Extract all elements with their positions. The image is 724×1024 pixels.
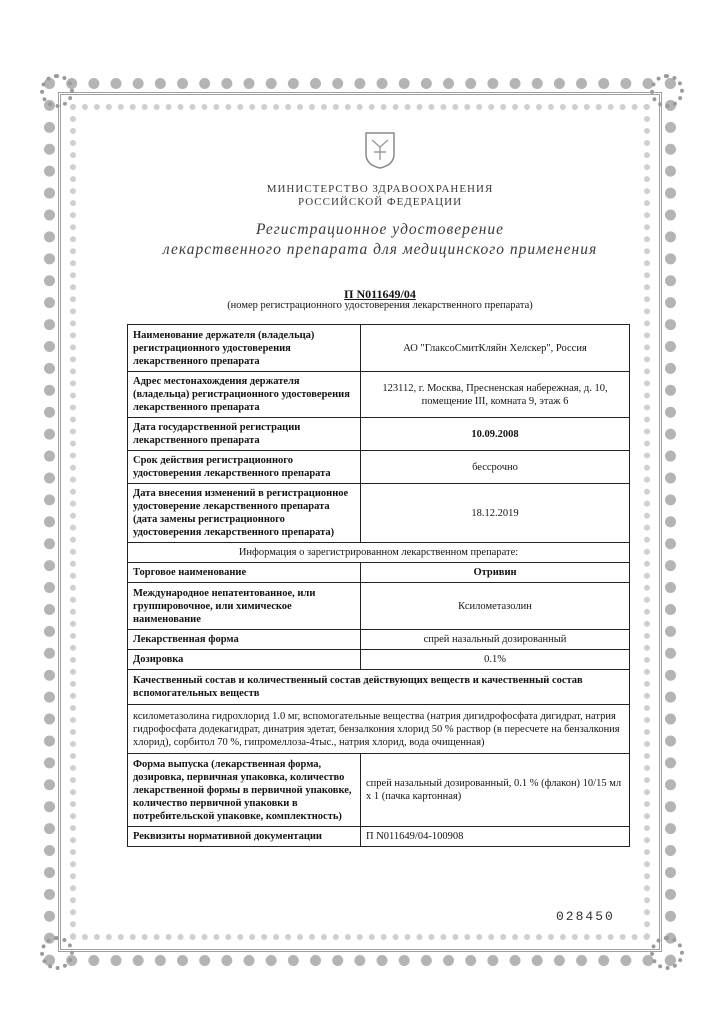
- info-header: Информация о зарегистрированном лекарственном препарате:: [128, 543, 630, 563]
- table-row: [128, 484, 630, 543]
- holder-name-value: АО "ГлаксоСмитКляйн Хелскер", Россия: [361, 325, 630, 372]
- registration-number-caption: (номер регистрационного удостоверения лекарственного препарата): [227, 300, 533, 311]
- release-form-value: спрей назальный дозированный, 0.1 % (флакон) 10/15 мл x 1 (пачка картонная): [361, 754, 630, 827]
- ministry-line-2: РОССИЙСКОЙ ФЕДЕРАЦИИ: [297, 196, 463, 208]
- serial-number: 028450: [556, 909, 615, 924]
- table-row: [128, 543, 630, 563]
- corner-ornament: [650, 74, 684, 108]
- table-row: [128, 563, 630, 583]
- table-row: [128, 705, 630, 754]
- holder-address-value: 123112, г. Москва, Пресненская набережная, д. 10, помещение III, комната 9, этаж 6: [361, 372, 630, 418]
- normative-doc-value: П N011649/04-100908: [361, 827, 630, 847]
- trade-name-label: Торговое наименование: [128, 563, 361, 583]
- table-row: [128, 754, 630, 827]
- registration-date-label: Дата государственной регистрации лекарственного препарата: [128, 418, 361, 451]
- table-row: [128, 372, 630, 418]
- registration-date-value: 10.09.2008: [361, 418, 630, 451]
- holder-name-label: Наименование держателя (владельца) регистрационного удостоверения лекарственного препарата: [128, 325, 361, 372]
- registration-number: П N011649/04: [344, 287, 416, 301]
- dosage-value: 0.1%: [361, 650, 630, 670]
- table-row: [128, 451, 630, 484]
- corner-ornament: [40, 936, 74, 970]
- inn-label: Международное непатентованное, или группировочное, или химическое наименование: [128, 583, 361, 630]
- state-emblem-icon: [362, 130, 398, 170]
- table-row: [128, 670, 630, 705]
- registration-table: [127, 324, 630, 847]
- trade-name-value: Отривин: [361, 563, 630, 583]
- table-row: [128, 418, 630, 451]
- table-row: [128, 827, 630, 847]
- release-form-label: Форма выпуска (лекарственная форма, дозировка, первичная упаковка, количество лекарственной формы в первичной упаковке, количество первичной упаковки в потребительской упаковке, комплектность): [128, 754, 361, 827]
- document-title: [120, 220, 640, 260]
- corner-ornament: [650, 936, 684, 970]
- change-date-label: Дата внесения изменений в регистрационное удостоверение лекарственного препарата (дата замены регистрационного удостоверения лекарственного препарата): [128, 484, 361, 543]
- inn-value: Ксилометазолин: [361, 583, 630, 630]
- title-line-1: Регистрационное удостоверение: [255, 221, 505, 238]
- table-row: [128, 650, 630, 670]
- dosage-label: Дозировка: [128, 650, 361, 670]
- corner-ornament: [40, 74, 74, 108]
- composition-heading: Качественный состав и количественный состав действующих веществ и качественный состав вспомогательных веществ: [128, 670, 630, 705]
- dosage-form-value: спрей назальный дозированный: [361, 630, 630, 650]
- holder-address-label: Адрес местонахождения держателя (владельца) регистрационного удостоверения лекарственного препарата: [128, 372, 361, 418]
- table-row: [128, 630, 630, 650]
- table-row: [128, 325, 630, 372]
- table-row: [128, 583, 630, 630]
- change-date-value: 18.12.2019: [361, 484, 630, 543]
- validity-value: бессрочно: [361, 451, 630, 484]
- title-line-2: лекарственного препарата для медицинского применения: [162, 241, 598, 258]
- composition-text: ксилометазолина гидрохлорид 1.0 мг, вспомогательные вещества (натрия дигидрофосфата дигидрат, натрия гидрофосфата додекагидрат, динатрия эдетат, бензалкония хлорид 50 % раствор (в пересчете на бензалкония хлорид), сорбитол 70 %, гипромеллоза-4тыс., натрия хлорид, вода очищенная): [128, 705, 630, 754]
- dosage-form-label: Лекарственная форма: [128, 630, 361, 650]
- ministry-line-1: МИНИСТЕРСТВО ЗДРАВООХРАНЕНИЯ: [266, 183, 494, 195]
- normative-doc-label: Реквизиты нормативной документации: [128, 827, 361, 847]
- ministry-heading: [180, 183, 580, 209]
- validity-label: Срок действия регистрационного удостоверения лекарственного препарата: [128, 451, 361, 484]
